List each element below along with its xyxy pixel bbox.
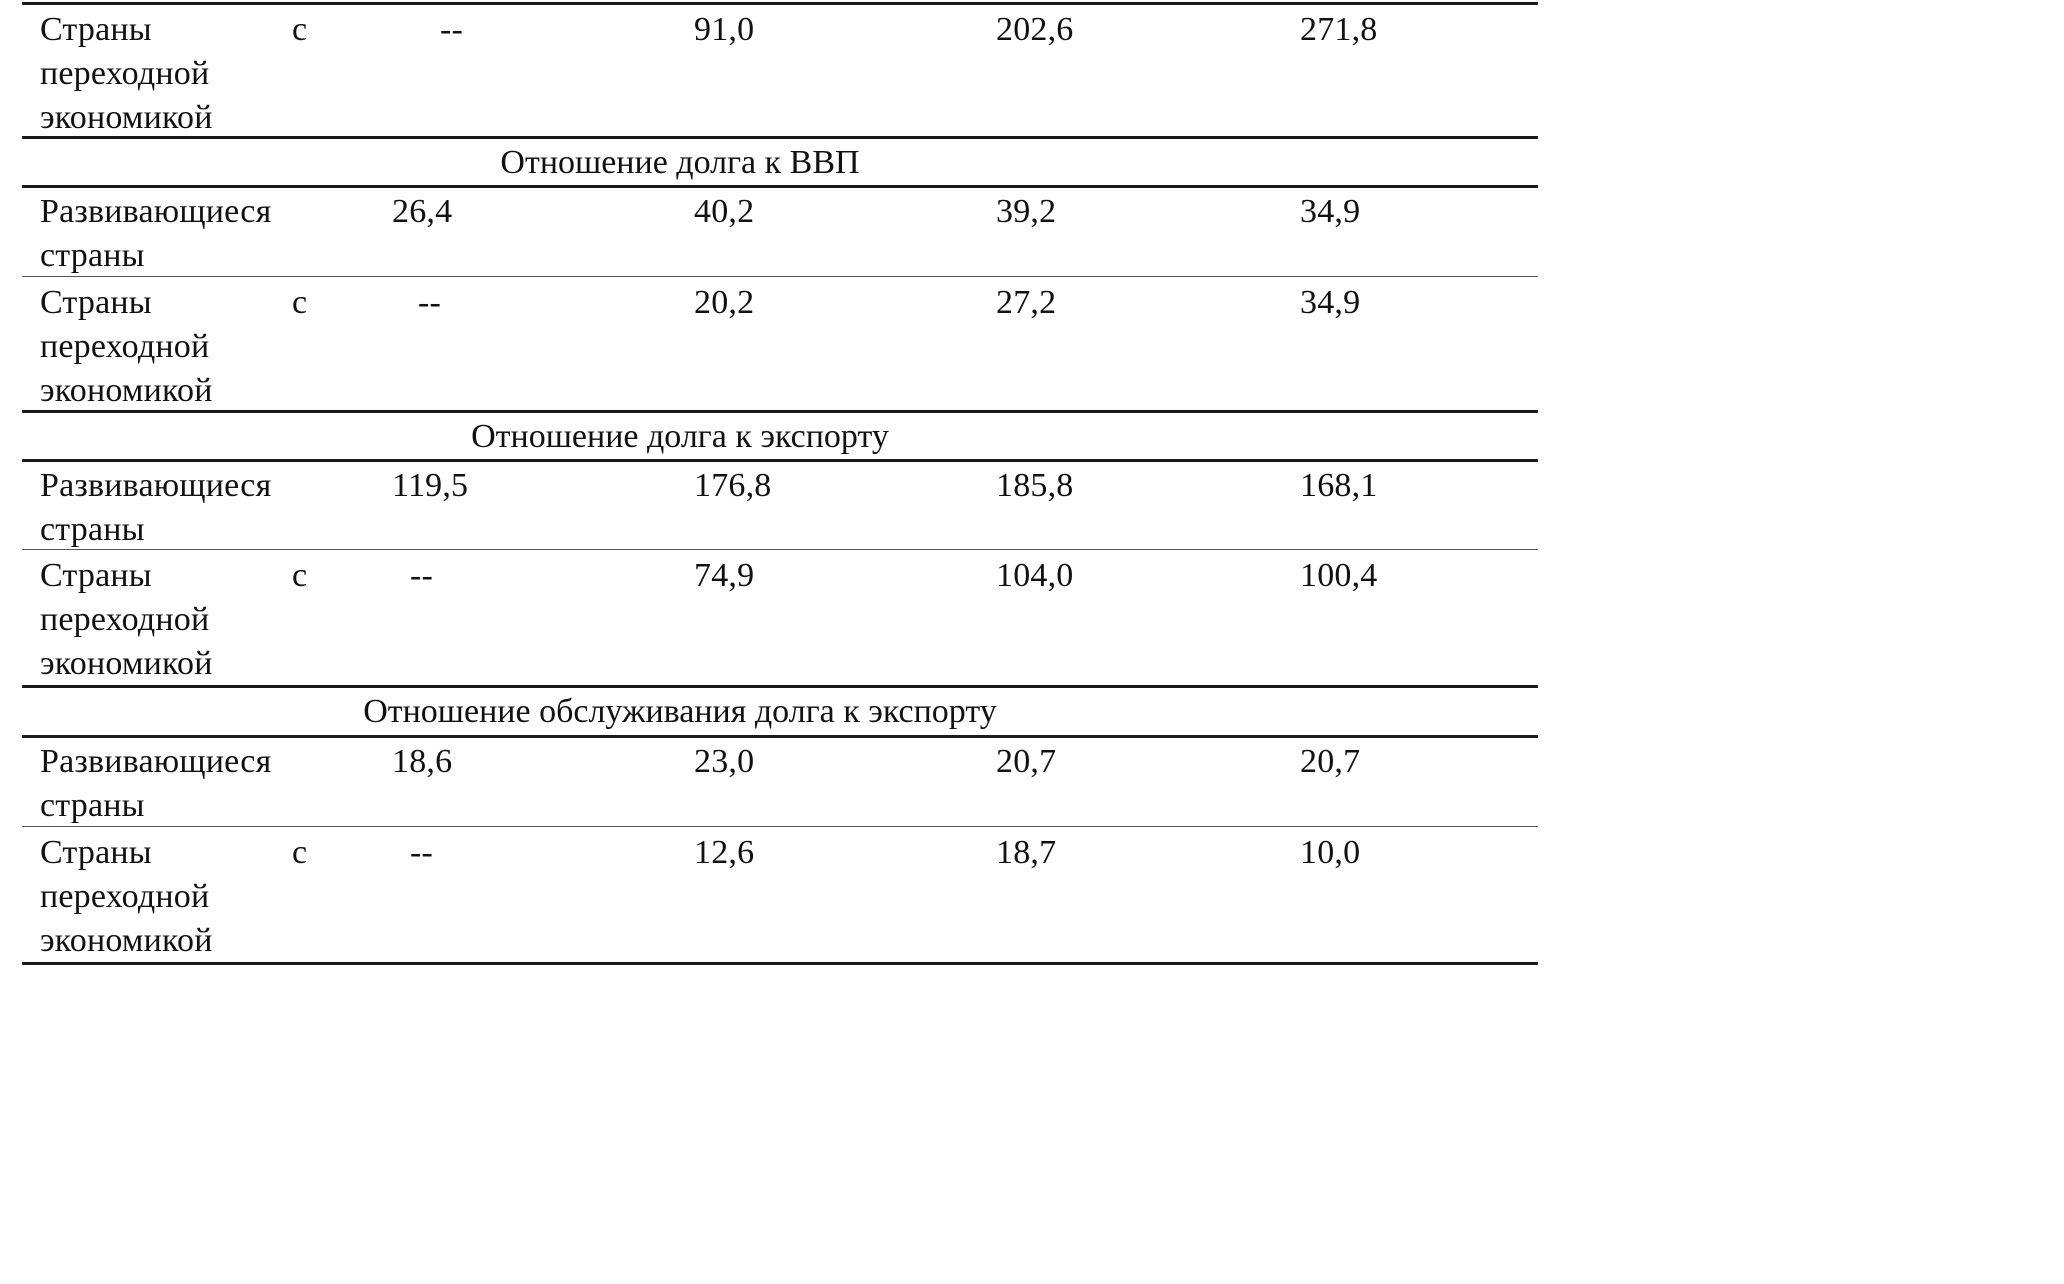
cell-value: 20,7 <box>1300 743 1361 780</box>
cell-value: 271,8 <box>1300 11 1378 48</box>
cell-value: 27,2 <box>996 284 1057 321</box>
table-top-border <box>22 2 1538 5</box>
row-divider <box>22 276 1538 277</box>
cell-value: 119,5 <box>392 467 469 504</box>
cell-value: -- <box>440 11 464 48</box>
section-rule <box>22 136 1538 139</box>
section-title-debt-service-to-exports: Отношение обслуживания долга к экспорту <box>363 693 997 730</box>
cell-value: 202,6 <box>996 11 1074 48</box>
cell-value: 26,4 <box>392 193 453 230</box>
cell-value: 20,2 <box>694 284 755 321</box>
cell-value: -- <box>418 284 442 321</box>
cell-value: 40,2 <box>694 193 755 230</box>
section-rule <box>22 185 1538 188</box>
row-label-transition-economies: Страны переходной экономикой с <box>40 557 308 682</box>
cell-value: 34,9 <box>1300 284 1361 321</box>
cell-value: 18,7 <box>996 834 1057 871</box>
cell-value: 100,4 <box>1300 557 1378 594</box>
row-label-developing-countries: Развивающиеся страны <box>40 467 272 548</box>
cell-value: -- <box>410 834 434 871</box>
cell-value: 23,0 <box>694 743 755 780</box>
cell-value: 176,8 <box>694 467 772 504</box>
cell-value: 91,0 <box>694 11 755 48</box>
cell-value: 185,8 <box>996 467 1074 504</box>
section-title-debt-to-gdp: Отношение долга к ВВП <box>500 144 860 181</box>
section-rule <box>22 410 1538 413</box>
table-bottom-border <box>22 962 1538 965</box>
section-rule <box>22 735 1538 738</box>
cell-value: -- <box>410 557 434 594</box>
cell-value: 12,6 <box>694 834 755 871</box>
row-label-transition-economies: Страны переходной экономикой с <box>40 834 308 959</box>
row-label-transition-economies: Страны переходной экономикой с <box>40 11 308 136</box>
cell-value: 18,6 <box>392 743 453 780</box>
row-divider <box>22 549 1538 550</box>
cell-value: 34,9 <box>1300 193 1361 230</box>
row-label-transition-economies: Страны переходной экономикой с <box>40 284 308 409</box>
section-rule <box>22 685 1538 688</box>
cell-value: 104,0 <box>996 557 1074 594</box>
row-label-developing-countries: Развивающиеся страны <box>40 743 272 824</box>
cell-value: 39,2 <box>996 193 1057 230</box>
cell-value: 74,9 <box>694 557 755 594</box>
cell-value: 168,1 <box>1300 467 1378 504</box>
row-label-developing-countries: Развивающиеся страны <box>40 193 272 274</box>
section-rule <box>22 459 1538 462</box>
cell-value: 10,0 <box>1300 834 1361 871</box>
row-divider <box>22 826 1538 827</box>
cell-value: 20,7 <box>996 743 1057 780</box>
section-title-debt-to-exports: Отношение долга к экспорту <box>471 418 889 455</box>
